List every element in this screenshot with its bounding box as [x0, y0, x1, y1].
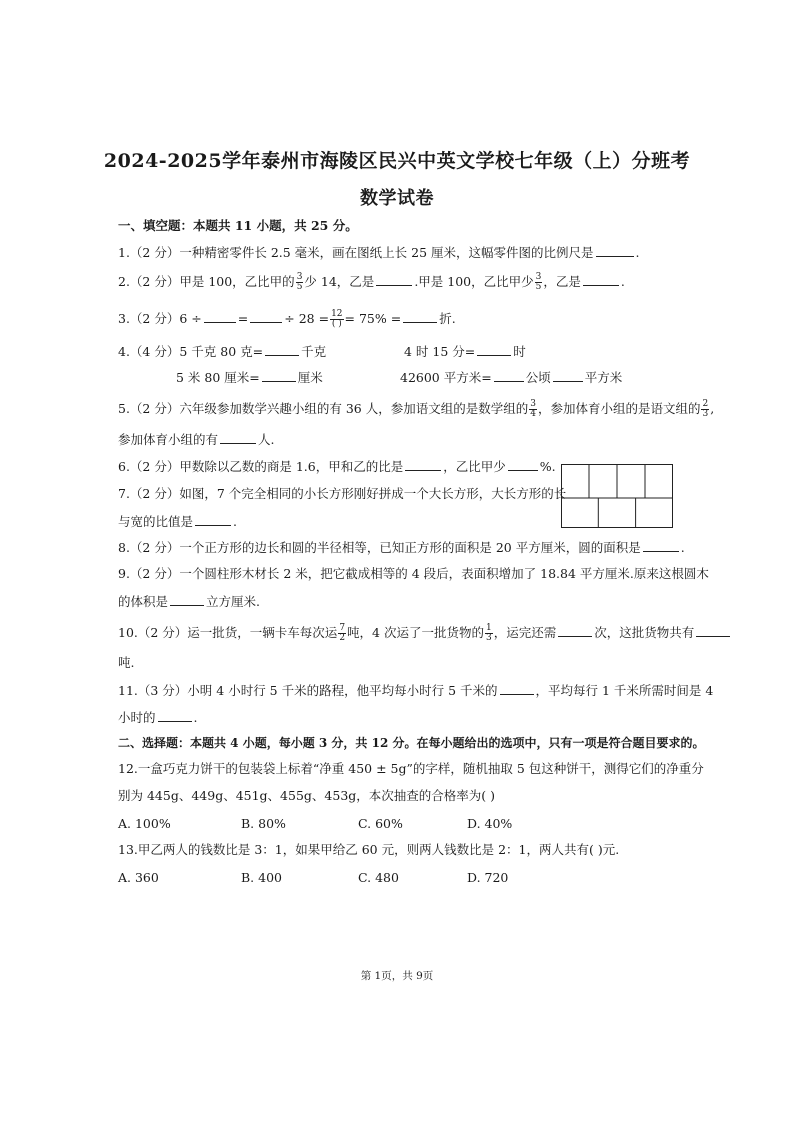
q13-option-b[interactable]: B. 400 — [241, 870, 282, 885]
question-4-row1-right — [404, 343, 526, 360]
q11-text-b: ，平均每行 1 千米所需时间是 4 — [535, 683, 714, 698]
question-2 — [118, 273, 625, 292]
frac-denominator: 3 — [702, 409, 709, 419]
q3-text-c: = 75% = — [344, 311, 402, 326]
answer-blank[interactable] — [262, 369, 296, 382]
q3-text-b: ÷ 28 = — [284, 311, 330, 326]
q4-unit-b: 时 — [513, 344, 526, 359]
question-9: 9.（2 分）一个圆柱形木材长 2 米，把它截成相等的 4 段后，表面积增加了 18.84 平方厘米.原来这根圆木 — [118, 566, 709, 581]
q12-option-c[interactable]: C. 60% — [358, 816, 403, 831]
question-5 — [118, 400, 714, 419]
exam-title: 2024-2025学年泰州市海陵区民兴中英文学校七年级（上）分班考 — [103, 150, 691, 172]
answer-blank[interactable] — [596, 244, 634, 257]
answer-blank[interactable] — [204, 310, 236, 323]
question-4-row1-left — [118, 343, 326, 360]
page-number: 第 1页，共 9页 — [360, 970, 434, 982]
question-7-line2 — [118, 513, 237, 530]
section1-heading: 一、填空题：本题共 11 小题，共 25 分。 — [118, 218, 358, 233]
q13-option-c[interactable]: C. 480 — [358, 870, 399, 885]
question-4-row2-left — [176, 369, 323, 386]
fraction — [535, 273, 543, 292]
q3-equals: = — [237, 311, 249, 326]
frac-numerator: 2 — [702, 399, 709, 409]
frac-denominator: 5 — [535, 282, 542, 292]
q4-text-d: 42600 平方米= — [400, 370, 492, 385]
question-13: 13.甲乙两人的钱数比是 3：1，如果甲给乙 60 元，则两人钱数比是 2：1，两人共有( )元. — [118, 842, 620, 857]
frac-numerator: 3 — [296, 272, 303, 282]
answer-blank[interactable] — [508, 458, 538, 471]
frac-denominator: 5 — [296, 282, 303, 292]
question-10-line2: 吨. — [118, 655, 135, 670]
q3-text-a: 3.（2 分）6 ÷ — [118, 311, 202, 326]
q2-text-a: 2.（2 分）甲是 100，乙比甲的 — [118, 274, 295, 289]
q11-text-a: 11.（3 分）小明 4 小时行 5 千米的路程，他平均每小时行 5 千米的 — [118, 683, 498, 698]
answer-blank[interactable] — [403, 310, 437, 323]
q5-text-c: , — [710, 401, 715, 416]
q9-end: 立方厘米. — [206, 594, 260, 609]
q6-text-b: ，乙比甲少 — [443, 459, 506, 474]
answer-blank[interactable] — [170, 593, 204, 606]
frac-numerator: 7 — [339, 623, 346, 633]
q10-text-b: 吨，4 次运了一批货物的 — [347, 625, 484, 640]
q13-option-d[interactable]: D. 720 — [467, 870, 509, 885]
section2-heading: 二、选择题：本题共 4 小题，每小题 3 分，共 12 分。在每小题给出的选项中，只有一项是符合题目要求的。 — [118, 736, 705, 750]
question-11 — [118, 682, 713, 699]
q7-end: . — [233, 514, 237, 529]
q2-text-b: 少 14，乙是 — [304, 274, 375, 289]
question-3 — [118, 310, 456, 329]
q10-text-a: 10.（2 分）运一批货，一辆卡车每次运 — [118, 625, 338, 640]
q12-option-d[interactable]: D. 40% — [467, 816, 513, 831]
answer-blank[interactable] — [583, 273, 619, 286]
q2-end: . — [620, 274, 625, 289]
q4-text-a: 4.（4 分）5 千克 80 克= — [118, 344, 264, 359]
q1-end: . — [635, 245, 640, 260]
frac-denominator: ( ) — [331, 319, 342, 329]
answer-blank[interactable] — [500, 682, 534, 695]
q4-text-b: 4 时 15 分= — [404, 344, 476, 359]
q6-text-a: 6.（2 分）甲数除以乙数的商是 1.6，甲和乙的比是 — [118, 459, 404, 474]
answer-blank[interactable] — [265, 343, 299, 356]
fraction — [485, 624, 493, 643]
q4-unit-c: 厘米 — [297, 370, 323, 385]
question-8 — [118, 539, 685, 556]
q3-end: 折. — [439, 311, 456, 326]
answer-blank[interactable] — [250, 310, 282, 323]
q6-end: %. — [539, 459, 556, 474]
q12-option-a[interactable]: A. 100% — [118, 816, 171, 831]
exam-subtitle: 数学试卷 — [360, 188, 434, 209]
question-1 — [118, 244, 640, 261]
question-11-line2 — [118, 709, 198, 726]
q5-text-a: 5.（2 分）六年级参加数学兴趣小组的有 36 人，参加语文组的是数学组的 — [118, 401, 529, 416]
q4-text-c: 5 米 80 厘米= — [176, 370, 260, 385]
answer-blank[interactable] — [553, 369, 583, 382]
question-5-line2 — [118, 431, 275, 448]
fraction — [296, 273, 304, 292]
q7-line2: 与宽的比值是 — [118, 514, 194, 529]
q12-option-b[interactable]: B. 80% — [241, 816, 286, 831]
q13-option-a[interactable]: A. 360 — [118, 870, 159, 885]
q11-line2: 小时的 — [118, 710, 156, 725]
answer-blank[interactable] — [195, 513, 231, 526]
answer-blank[interactable] — [696, 624, 730, 637]
answer-blank[interactable] — [220, 431, 256, 444]
q2-text-c: .甲是 100，乙比甲少 — [414, 274, 534, 289]
frac-denominator: 4 — [530, 409, 536, 419]
q2-text-d: ，乙是 — [543, 274, 581, 289]
fraction — [529, 400, 537, 419]
frac-denominator: 3 — [485, 633, 492, 643]
question-7: 7.（2 分）如图，7 个完全相同的小长方形刚好拼成一个大长方形，大长方形的长 — [118, 486, 567, 501]
answer-blank[interactable] — [477, 343, 511, 356]
question-12: 12.一盒巧克力饼干的包装袋上标着“净重 450 ± 5g”的字样，随机抽取 5 包这种饼干，测得它们的净重分 — [118, 761, 704, 776]
question-12-line2: 别为 445g、449g、451g、455g、453g，本次抽查的合格率为( ) — [118, 788, 496, 803]
q9-line2: 的体积是 — [118, 594, 169, 609]
answer-blank[interactable] — [494, 369, 524, 382]
q10-text-d: 次，这批货物共有 — [594, 625, 695, 640]
q10-text-c: ，运完还需 — [493, 625, 557, 640]
question-9-line2 — [118, 593, 260, 610]
answer-blank[interactable] — [643, 539, 679, 552]
fraction — [338, 624, 346, 643]
answer-blank[interactable] — [405, 458, 441, 471]
q8-end: . — [680, 540, 685, 555]
q4-unit-d: 公顷 — [525, 370, 551, 385]
frac-numerator: 3 — [535, 272, 542, 282]
frac-denominator: 2 — [339, 633, 346, 643]
q11-end: . — [193, 710, 198, 725]
answer-blank[interactable] — [558, 624, 592, 637]
q4-unit-e: 平方米 — [584, 370, 623, 385]
q5-text-b: ，参加体育小组的是语文组的 — [537, 401, 701, 416]
question-10 — [118, 624, 732, 643]
q8-text: 8.（2 分）一个正方形的边长和圆的半径相等，已知正方形的面积是 20 平方厘米，圆的面积是 — [118, 540, 641, 555]
answer-blank[interactable] — [376, 273, 412, 286]
fraction — [701, 400, 709, 419]
rectangles-figure — [561, 464, 673, 528]
frac-numerator: 12 — [331, 309, 343, 319]
q5-end: 人. — [258, 432, 275, 447]
fraction — [330, 310, 343, 329]
q1-text: 1.（2 分）一种精密零件长 2.5 毫米，画在图纸上长 25 厘米，这幅零件图的比例尺是 — [118, 245, 594, 260]
frac-numerator: 3 — [530, 399, 536, 409]
frac-numerator: 1 — [485, 623, 492, 633]
answer-blank[interactable] — [158, 709, 192, 722]
question-6 — [118, 458, 556, 475]
q5-line2: 参加体育小组的有 — [118, 432, 219, 447]
q4-unit-a: 千克 — [301, 344, 327, 359]
question-4-row2-right — [400, 369, 622, 386]
